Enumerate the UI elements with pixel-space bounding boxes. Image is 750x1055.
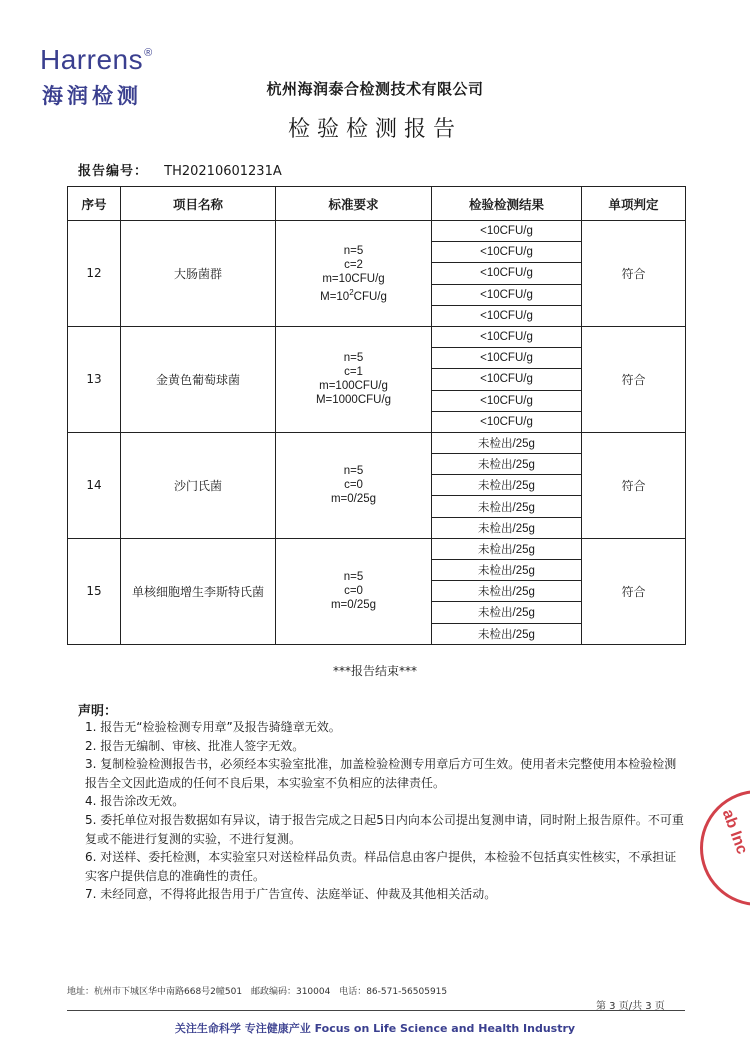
table-row [68,326,686,347]
footer-postcode: 邮政编码：310004 [250,987,331,997]
row-standard: n=5 c=0 m=0/25g [276,538,432,644]
result-cell: <10CFU/g [432,348,582,369]
footer-divider [67,1010,685,1011]
header-verdict: 单项判定 [582,187,686,221]
table-row [68,221,686,242]
header-result: 检验检测结果 [432,187,582,221]
result-cell: <10CFU/g [432,326,582,347]
header-no: 序号 [68,187,121,221]
declaration-item: 4. 报告涂改无效。 [85,794,185,809]
declaration-item: 5. 委托单位对报告数据如有异议，请于报告完成之日起5日内向本公司提出复测申请，同时附上报告原件。不可重复或不能进行复测的实验，不进行复测。 [85,812,684,846]
result-cell: 未检出/25g [432,432,582,453]
result-cell: <10CFU/g [432,411,582,432]
footer-slogan: 关注生命科学 专注健康产业 Focus on Life Science and Health Industry [174,1022,576,1035]
table-row [68,432,686,453]
row-standard: n=5 c=0 m=0/25g [276,432,432,538]
result-cell: 未检出/25g [432,602,582,623]
row-item-name: 沙门氏菌 [121,432,276,538]
result-cell: 未检出/25g [432,538,582,559]
footer-address: 地址：杭州市下城区华中南路668号2幢501 [67,987,243,997]
row-verdict: 符合 [582,538,686,644]
result-cell: 未检出/25g [432,475,582,496]
result-cell: <10CFU/g [432,284,582,305]
row-standard: n=5 c=1 m=100CFU/g M=1000CFU/g [276,326,432,432]
result-cell: <10CFU/g [432,390,582,411]
footer-contact [67,984,453,997]
table-header-row [68,187,686,221]
row-no: 14 [68,432,121,538]
report-number [78,160,282,179]
result-cell: <10CFU/g [432,305,582,326]
declaration-item: 3. 复制检验检测报告书，必须经本实验室批准，加盖检验检测专用章后方可生效。使用者未完整使用本检验检测报告全文因此造成的任何不良后果，本实验室不负相应的法律责任。 [85,757,677,790]
row-verdict: 符合 [582,326,686,432]
result-cell: <10CFU/g [432,242,582,263]
result-cell: 未检出/25g [432,454,582,475]
logo-chinese: 海润检测 [42,84,142,108]
declaration-heading: 声明： [78,704,118,719]
company-name: 杭州海润泰合检测技术有限公司 [266,80,484,98]
row-item-name: 金黄色葡萄球菌 [121,326,276,432]
logo-wordmark: Harrens® [40,44,153,75]
result-cell: 未检出/25g [432,560,582,581]
row-verdict: 符合 [582,221,686,327]
footer-phone: 电话：86-571-56505915 [339,987,448,997]
report-number-value: TH20210601231A [164,164,282,179]
document-title: 检验检测报告 [287,117,462,142]
results-table [67,186,686,645]
result-cell: <10CFU/g [432,369,582,390]
row-item-name: 单核细胞增生李斯特氏菌 [121,538,276,644]
table-row [68,538,686,559]
report-end-mark: ***报告结束*** [332,664,417,678]
declaration-item: 1. 报告无“检验检测专用章”及报告骑缝章无效。 [85,720,341,734]
result-cell: 未检出/25g [432,496,582,517]
declaration-item: 7. 未经同意，不得将此报告用于广告宣传、法庭举证、仲裁及其他相关活动。 [85,887,497,902]
result-cell: 未检出/25g [432,517,582,538]
declaration-list [85,718,685,904]
row-no: 13 [68,326,121,432]
row-verdict: 符合 [582,432,686,538]
row-no: 12 [68,221,121,327]
row-no: 15 [68,538,121,644]
report-number-label: 报告编号： [78,164,149,179]
result-cell: 未检出/25g [432,623,582,644]
result-cell: <10CFU/g [432,221,582,242]
company-seal: ab Inc [700,790,750,906]
header-item: 项目名称 [121,187,276,221]
row-item-name: 大肠菌群 [121,221,276,327]
result-cell: 未检出/25g [432,581,582,602]
header-standard: 标准要求 [276,187,432,221]
declaration-item: 2. 报告无编制、审核、批准人签字无效。 [85,738,305,753]
declaration-item: 6. 对送样、委托检测，本实验室只对送检样品负责。样品信息由客户提供，本检验不包括真实性核实，不承担证实客户提供信息的准确性的责任。 [85,850,677,883]
page-number: 第 3 页/共 3 页 [596,1001,665,1012]
row-standard: n=5 c=2 m=10CFU/g $M=10^2CFU/g$ [276,221,432,327]
result-cell: <10CFU/g [432,263,582,284]
